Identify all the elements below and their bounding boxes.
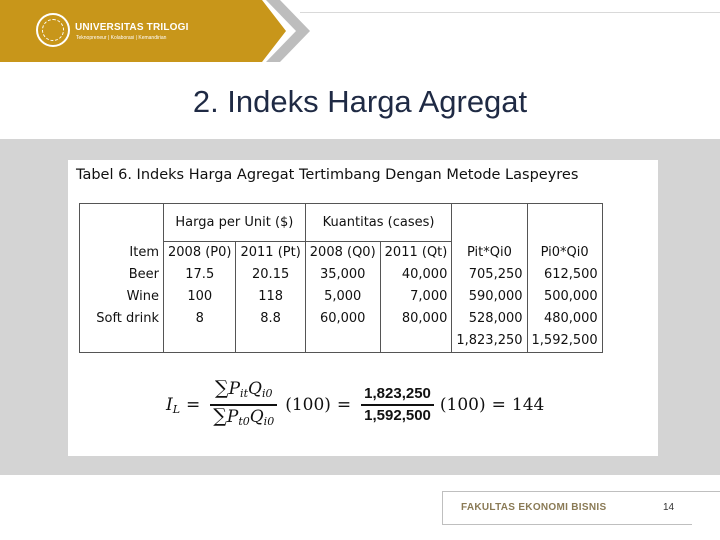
- sum-symbol: ∑: [213, 404, 227, 427]
- table-cell: 5,000: [305, 286, 380, 308]
- table-cell: 528,000: [452, 308, 527, 330]
- group-header-quantity: Kuantitas (cases): [305, 204, 452, 242]
- total-weighted-base: 1,592,500: [527, 330, 602, 353]
- formula-equals: =: [491, 395, 506, 415]
- column-header: Item: [80, 242, 164, 265]
- formula-lhs: [166, 395, 180, 416]
- table-cell-empty: [452, 204, 527, 242]
- table-cell-empty: [80, 330, 164, 353]
- table-cell: 480,000: [527, 308, 602, 330]
- table-caption: Tabel 6. Indeks Harga Agregat Tertimbang Dengan Metode Laspeyres: [76, 167, 579, 183]
- formula-denominator: [210, 406, 277, 432]
- table-cell: 8.8: [236, 308, 305, 330]
- numeric-numerator: 1,823,250: [364, 385, 431, 403]
- table-cell: 35,000: [305, 264, 380, 286]
- quantity-symbol: Q: [248, 379, 262, 400]
- table-cell-empty: [80, 204, 164, 242]
- sum-symbol: ∑: [215, 377, 229, 400]
- table-cell: 8: [164, 308, 236, 330]
- column-header: Pit*Qi0: [452, 242, 527, 265]
- formula-equals: =: [336, 395, 352, 415]
- formula-lhs-symbol: I: [166, 394, 173, 415]
- table-row: [80, 264, 603, 286]
- slide-title: 2. Indeks Harga Agregat: [192, 84, 528, 119]
- formula-factor: (100): [285, 395, 331, 415]
- formula-numerator: [212, 378, 275, 404]
- formula-symbolic-fraction: [210, 378, 277, 432]
- column-header: 2008 (P0): [164, 242, 236, 265]
- laspeyres-table: [79, 203, 603, 353]
- table-cell: 118: [236, 286, 305, 308]
- table-cell: 612,500: [527, 264, 602, 286]
- table-cell: Wine: [80, 286, 164, 308]
- page-number: 14: [663, 502, 675, 513]
- university-name: UNIVERSITAS TRILOGI: [75, 22, 189, 33]
- formula-lhs-subscript: L: [172, 402, 181, 416]
- formula-factor: (100): [439, 395, 486, 415]
- quantity-symbol: Q: [249, 406, 264, 427]
- table-cell: Beer: [80, 264, 164, 286]
- table-cell-empty: [380, 330, 452, 353]
- decorative-chevron: [256, 0, 316, 62]
- formula-numeric-fraction: [361, 384, 434, 426]
- formula-result: 144: [511, 395, 545, 415]
- quantity-subscript: i0: [263, 414, 275, 428]
- table-cell-empty: [164, 330, 236, 353]
- table-cell: 7,000: [380, 286, 452, 308]
- table-cell-empty: [527, 204, 602, 242]
- price-symbol: P: [228, 379, 241, 400]
- header-rule: [300, 12, 720, 13]
- table-row: [80, 308, 603, 330]
- table-cell: Soft drink: [80, 308, 164, 330]
- table-cell: 17.5: [164, 264, 236, 286]
- column-header: Pi0*Qi0: [527, 242, 602, 265]
- table-cell: 20.15: [236, 264, 305, 286]
- university-seal-icon: [36, 13, 70, 47]
- table-group-header-row: [80, 204, 603, 242]
- column-header: 2011 (Qt): [380, 242, 452, 265]
- price-symbol: P: [226, 406, 239, 427]
- table-cell: 590,000: [452, 286, 527, 308]
- table-totals-row: [80, 330, 603, 353]
- table-cell: 705,250: [452, 264, 527, 286]
- formula-equals: =: [186, 395, 201, 415]
- table-header-row: [80, 242, 603, 265]
- table-cell: 100: [164, 286, 236, 308]
- faculty-label: FAKULTAS EKONOMI BISNIS: [461, 502, 607, 513]
- numeric-denominator: 1,592,500: [364, 406, 431, 424]
- table-cell: 500,000: [527, 286, 602, 308]
- group-header-price: Harga per Unit ($): [164, 204, 306, 242]
- laspeyres-formula: [166, 377, 545, 430]
- price-subscript: it: [240, 387, 248, 401]
- quantity-subscript: i0: [261, 387, 273, 401]
- price-subscript: t0: [238, 414, 250, 428]
- table-cell: 80,000: [380, 308, 452, 330]
- total-weighted-current: 1,823,250: [452, 330, 527, 353]
- table-cell: 60,000: [305, 308, 380, 330]
- column-header: 2008 (Q0): [305, 242, 380, 265]
- table-cell-empty: [305, 330, 380, 353]
- university-tagline: Teknopreneur | Kolaborasi | Kemandirian: [76, 35, 167, 41]
- column-header: 2011 (Pt): [236, 242, 305, 265]
- table-cell: 40,000: [380, 264, 452, 286]
- table-cell-empty: [236, 330, 305, 353]
- table-row: [80, 286, 603, 308]
